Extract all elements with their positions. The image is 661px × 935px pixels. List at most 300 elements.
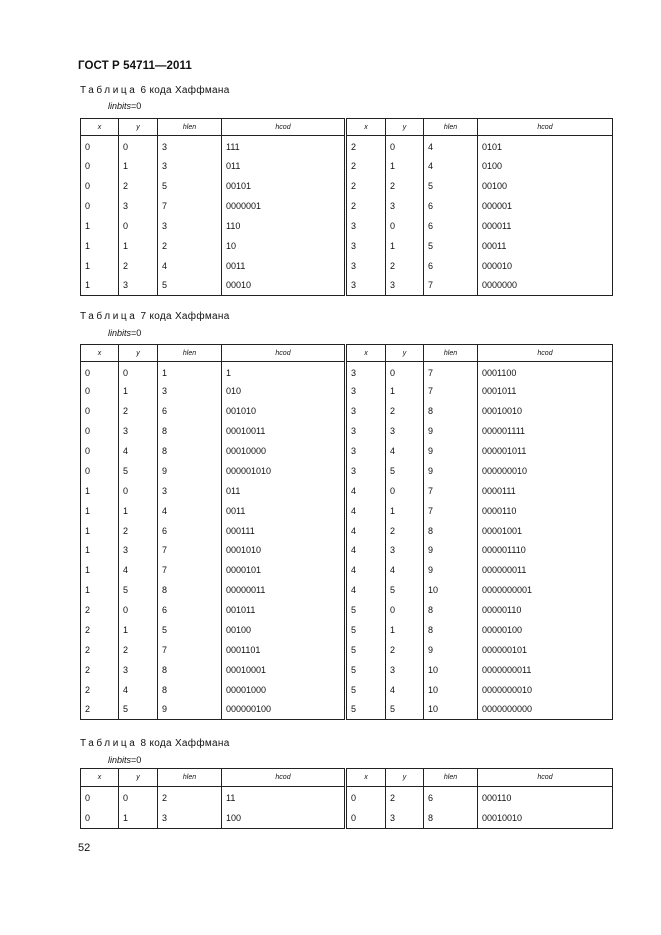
cell-hcod: 100	[222, 808, 345, 829]
cell-hcod: 00001000	[222, 680, 345, 700]
cell-x: 0	[81, 196, 119, 216]
cell-y: 4	[386, 441, 424, 461]
table-row	[81, 787, 345, 808]
linbits-value: =0	[131, 755, 142, 765]
document-title: ГОСТ Р 54711—2011	[78, 60, 192, 72]
cell-hcod: 0000000000	[478, 700, 613, 720]
table-row	[81, 156, 345, 176]
cell-x: 1	[81, 521, 119, 541]
caption-text: 6 кода Хаффмана	[140, 85, 230, 96]
column-header-hcod: hcod	[478, 119, 613, 136]
cell-y: 2	[386, 787, 424, 808]
table-6-right	[346, 118, 613, 296]
cell-x: 2	[81, 640, 119, 660]
cell-y: 2	[386, 640, 424, 660]
cell-hcod: 110	[222, 216, 345, 236]
cell-hlen: 7	[424, 276, 478, 296]
cell-y: 2	[386, 176, 424, 196]
table-row	[81, 521, 345, 541]
table-row	[347, 521, 613, 541]
table-row	[347, 362, 613, 382]
cell-y: 4	[119, 441, 158, 461]
cell-x: 0	[81, 461, 119, 481]
cell-hcod: 00101	[222, 176, 345, 196]
cell-hlen: 3	[158, 136, 222, 156]
cell-hlen: 8	[424, 521, 478, 541]
column-header-hcod: hcod	[478, 345, 613, 362]
cell-y: 0	[119, 481, 158, 501]
cell-hlen: 10	[424, 680, 478, 700]
cell-hlen: 10	[424, 700, 478, 720]
cell-x: 3	[347, 461, 386, 481]
cell-hcod: 000001011	[478, 441, 613, 461]
cell-x: 2	[347, 136, 386, 156]
cell-x: 0	[81, 362, 119, 382]
table-row	[81, 541, 345, 561]
header-row	[347, 119, 613, 136]
table-row	[347, 560, 613, 580]
table-row	[347, 700, 613, 720]
cell-y: 5	[119, 700, 158, 720]
cell-x: 5	[347, 680, 386, 700]
cell-hlen: 9	[424, 640, 478, 660]
table-row	[347, 680, 613, 700]
cell-hcod: 00011	[478, 236, 613, 256]
cell-y: 5	[386, 700, 424, 720]
cell-x: 3	[347, 216, 386, 236]
cell-hlen: 8	[424, 808, 478, 829]
cell-y: 0	[119, 136, 158, 156]
header-row	[347, 769, 613, 787]
cell-hlen: 9	[424, 541, 478, 561]
cell-x: 2	[347, 176, 386, 196]
cell-hlen: 8	[158, 580, 222, 600]
table-row	[347, 421, 613, 441]
cell-x: 0	[81, 176, 119, 196]
cell-y: 1	[386, 620, 424, 640]
cell-x: 3	[347, 421, 386, 441]
cell-y: 3	[119, 196, 158, 216]
cell-x: 5	[347, 640, 386, 660]
table-row	[81, 481, 345, 501]
header-row	[347, 345, 613, 362]
cell-hcod: 0000000010	[478, 680, 613, 700]
cell-hlen: 9	[424, 441, 478, 461]
table-row	[81, 401, 345, 421]
header-row	[81, 769, 345, 787]
column-header-y: y	[119, 345, 158, 362]
cell-y: 5	[386, 580, 424, 600]
table-row	[81, 660, 345, 680]
cell-hcod: 010	[222, 381, 345, 401]
cell-y: 2	[386, 401, 424, 421]
column-header-hcod: hcod	[222, 769, 345, 787]
table-row	[81, 560, 345, 580]
cell-hcod: 00000011	[222, 580, 345, 600]
cell-x: 4	[347, 541, 386, 561]
cell-y: 0	[119, 787, 158, 808]
cell-hcod: 00001001	[478, 521, 613, 541]
linbits-label: linbits	[108, 755, 132, 765]
cell-x: 0	[347, 808, 386, 829]
caption-text: 8 кода Хаффмана	[140, 738, 230, 749]
table-row	[347, 481, 613, 501]
column-header-hlen: hlen	[158, 119, 222, 136]
cell-hcod: 000001	[478, 196, 613, 216]
cell-x: 1	[81, 256, 119, 276]
cell-hcod: 001011	[222, 600, 345, 620]
cell-hlen: 1	[158, 362, 222, 382]
table-row	[347, 461, 613, 481]
cell-hcod: 000001111	[478, 421, 613, 441]
cell-y: 2	[119, 176, 158, 196]
cell-hlen: 7	[158, 560, 222, 580]
cell-hlen: 8	[158, 660, 222, 680]
caption-text: 7 кода Хаффмана	[140, 311, 230, 322]
column-header-x: x	[347, 345, 386, 362]
cell-hcod: 111	[222, 136, 345, 156]
cell-x: 0	[347, 787, 386, 808]
table-row	[347, 640, 613, 660]
cell-y: 5	[119, 461, 158, 481]
table-row	[347, 620, 613, 640]
cell-hlen: 3	[158, 156, 222, 176]
table-8-left	[80, 768, 345, 829]
cell-x: 0	[81, 156, 119, 176]
cell-x: 1	[81, 481, 119, 501]
cell-hlen: 5	[158, 176, 222, 196]
cell-hcod: 000111	[222, 521, 345, 541]
table-row	[347, 256, 613, 276]
table-row	[81, 600, 345, 620]
cell-hlen: 10	[424, 660, 478, 680]
cell-hcod: 0000000011	[478, 660, 613, 680]
table-row	[347, 787, 613, 808]
cell-hlen: 6	[424, 216, 478, 236]
cell-hcod: 00000100	[478, 620, 613, 640]
cell-hlen: 5	[158, 620, 222, 640]
cell-y: 3	[119, 276, 158, 296]
cell-hcod: 0011	[222, 256, 345, 276]
cell-x: 2	[81, 660, 119, 680]
cell-hlen: 5	[424, 236, 478, 256]
cell-x: 0	[81, 421, 119, 441]
linbits-label: linbits	[108, 101, 132, 111]
cell-y: 0	[386, 136, 424, 156]
cell-hlen: 9	[424, 560, 478, 580]
cell-hcod: 0000111	[478, 481, 613, 501]
cell-hcod: 000000010	[478, 461, 613, 481]
cell-x: 2	[81, 620, 119, 640]
cell-hcod: 0011	[222, 501, 345, 521]
cell-hlen: 7	[424, 362, 478, 382]
cell-y: 0	[119, 362, 158, 382]
cell-hcod: 000001010	[222, 461, 345, 481]
caption-prefix: Таблица	[80, 85, 138, 96]
cell-y: 5	[119, 580, 158, 600]
cell-hlen: 6	[424, 196, 478, 216]
cell-hcod: 0100	[478, 156, 613, 176]
cell-hlen: 5	[158, 276, 222, 296]
cell-hcod: 10	[222, 236, 345, 256]
cell-y: 0	[386, 362, 424, 382]
header-row	[81, 119, 345, 136]
table-row	[81, 700, 345, 720]
table-6-left	[80, 118, 345, 296]
cell-y: 3	[386, 808, 424, 829]
column-header-hlen: hlen	[424, 345, 478, 362]
cell-hlen: 9	[158, 700, 222, 720]
cell-y: 3	[386, 276, 424, 296]
cell-y: 1	[386, 501, 424, 521]
cell-y: 0	[119, 216, 158, 236]
table-row	[347, 136, 613, 156]
table-row	[81, 236, 345, 256]
cell-hcod: 00010011	[222, 421, 345, 441]
cell-hcod: 000110	[478, 787, 613, 808]
table-7-linbits	[108, 328, 141, 338]
cell-hcod: 001010	[222, 401, 345, 421]
cell-hcod: 000001110	[478, 541, 613, 561]
cell-hlen: 3	[158, 808, 222, 829]
cell-hlen: 8	[158, 680, 222, 700]
table-row	[347, 580, 613, 600]
cell-hlen: 8	[158, 421, 222, 441]
cell-hcod: 1	[222, 362, 345, 382]
column-header-x: x	[81, 769, 119, 787]
table-row	[81, 216, 345, 236]
cell-y: 1	[119, 236, 158, 256]
cell-x: 0	[81, 381, 119, 401]
cell-hcod: 011	[222, 481, 345, 501]
cell-y: 3	[119, 421, 158, 441]
column-header-hlen: hlen	[424, 119, 478, 136]
cell-x: 0	[81, 441, 119, 461]
table-7-right	[346, 344, 613, 720]
table-row	[81, 680, 345, 700]
linbits-value: =0	[131, 101, 142, 111]
cell-hcod: 00100	[478, 176, 613, 196]
cell-y: 4	[386, 560, 424, 580]
table-row	[347, 541, 613, 561]
cell-hcod: 00010010	[478, 401, 613, 421]
cell-hcod: 00010000	[222, 441, 345, 461]
header-row	[81, 345, 345, 362]
cell-hlen: 4	[158, 256, 222, 276]
cell-y: 3	[386, 421, 424, 441]
cell-hlen: 9	[158, 461, 222, 481]
cell-hlen: 5	[424, 176, 478, 196]
table-row	[347, 381, 613, 401]
cell-x: 1	[81, 236, 119, 256]
table-row	[81, 808, 345, 829]
cell-x: 2	[81, 700, 119, 720]
cell-y: 2	[119, 401, 158, 421]
cell-hlen: 4	[424, 156, 478, 176]
cell-hlen: 10	[424, 580, 478, 600]
cell-y: 1	[119, 156, 158, 176]
page-number: 52	[78, 842, 91, 854]
cell-hcod: 00100	[222, 620, 345, 640]
table-row	[347, 216, 613, 236]
cell-x: 2	[347, 156, 386, 176]
cell-hlen: 7	[424, 501, 478, 521]
cell-hlen: 3	[158, 216, 222, 236]
table-row	[81, 441, 345, 461]
cell-hlen: 6	[424, 787, 478, 808]
cell-y: 2	[386, 256, 424, 276]
column-header-y: y	[386, 345, 424, 362]
cell-x: 3	[347, 401, 386, 421]
cell-x: 3	[347, 276, 386, 296]
table-7-caption	[80, 311, 230, 322]
cell-y: 2	[119, 640, 158, 660]
cell-y: 3	[386, 660, 424, 680]
cell-hlen: 4	[424, 136, 478, 156]
column-header-x: x	[347, 769, 386, 787]
cell-x: 1	[81, 216, 119, 236]
table-row	[347, 156, 613, 176]
cell-x: 5	[347, 600, 386, 620]
cell-hcod: 000010	[478, 256, 613, 276]
cell-hcod: 0001101	[222, 640, 345, 660]
cell-x: 3	[347, 362, 386, 382]
cell-y: 1	[386, 236, 424, 256]
cell-y: 0	[386, 481, 424, 501]
cell-y: 1	[386, 381, 424, 401]
cell-hlen: 7	[158, 196, 222, 216]
cell-x: 0	[81, 136, 119, 156]
cell-x: 5	[347, 660, 386, 680]
cell-hcod: 011	[222, 156, 345, 176]
cell-y: 0	[386, 216, 424, 236]
column-header-hlen: hlen	[424, 769, 478, 787]
cell-hlen: 2	[158, 236, 222, 256]
column-header-x: x	[347, 119, 386, 136]
cell-hcod: 0001100	[478, 362, 613, 382]
cell-hlen: 8	[424, 600, 478, 620]
column-header-x: x	[81, 345, 119, 362]
cell-hcod: 000000101	[478, 640, 613, 660]
table-row	[347, 176, 613, 196]
cell-hlen: 3	[158, 481, 222, 501]
cell-x: 1	[81, 276, 119, 296]
cell-x: 4	[347, 481, 386, 501]
table-row	[81, 381, 345, 401]
cell-x: 4	[347, 560, 386, 580]
cell-x: 4	[347, 580, 386, 600]
cell-hlen: 6	[424, 256, 478, 276]
cell-hlen: 7	[424, 481, 478, 501]
cell-hcod: 00000110	[478, 600, 613, 620]
table-row	[81, 256, 345, 276]
cell-y: 3	[386, 196, 424, 216]
cell-hcod: 0000001	[222, 196, 345, 216]
table-row	[347, 401, 613, 421]
cell-y: 4	[119, 560, 158, 580]
table-row	[81, 580, 345, 600]
cell-hlen: 6	[158, 521, 222, 541]
table-row	[81, 501, 345, 521]
cell-hcod: 0101	[478, 136, 613, 156]
cell-x: 3	[347, 441, 386, 461]
table-row	[81, 362, 345, 382]
cell-x: 4	[347, 501, 386, 521]
cell-y: 4	[119, 680, 158, 700]
cell-hlen: 8	[424, 401, 478, 421]
cell-y: 3	[119, 541, 158, 561]
cell-hcod: 11	[222, 787, 345, 808]
cell-hlen: 4	[158, 501, 222, 521]
cell-hlen: 7	[158, 640, 222, 660]
table-row	[81, 461, 345, 481]
column-header-hcod: hcod	[222, 345, 345, 362]
table-row	[81, 196, 345, 216]
table-row	[81, 276, 345, 296]
cell-hlen: 8	[158, 441, 222, 461]
cell-hcod: 000011	[478, 216, 613, 236]
cell-hcod: 00010001	[222, 660, 345, 680]
cell-y: 2	[119, 256, 158, 276]
cell-hcod: 0000000	[478, 276, 613, 296]
linbits-value: =0	[131, 328, 142, 338]
caption-prefix: Таблица	[80, 311, 138, 322]
table-row	[347, 196, 613, 216]
column-header-hlen: hlen	[158, 769, 222, 787]
linbits-label: linbits	[108, 328, 132, 338]
cell-hlen: 3	[158, 381, 222, 401]
cell-x: 1	[81, 560, 119, 580]
cell-x: 3	[347, 256, 386, 276]
table-7-left	[80, 344, 345, 720]
table-6-caption	[80, 85, 230, 96]
table-row	[347, 808, 613, 829]
table-row	[347, 276, 613, 296]
cell-y: 0	[386, 600, 424, 620]
caption-prefix: Таблица	[80, 738, 138, 749]
cell-x: 5	[347, 700, 386, 720]
cell-y: 5	[386, 461, 424, 481]
column-header-y: y	[119, 119, 158, 136]
cell-x: 0	[81, 401, 119, 421]
cell-y: 2	[119, 521, 158, 541]
cell-y: 4	[386, 680, 424, 700]
table-row	[81, 620, 345, 640]
cell-x: 2	[81, 600, 119, 620]
cell-x: 4	[347, 521, 386, 541]
cell-x: 5	[347, 620, 386, 640]
cell-hlen: 8	[424, 620, 478, 640]
table-8-linbits	[108, 755, 141, 765]
cell-hcod: 0001011	[478, 381, 613, 401]
table-row	[81, 176, 345, 196]
table-row	[81, 421, 345, 441]
cell-y: 1	[386, 156, 424, 176]
cell-x: 0	[81, 787, 119, 808]
cell-x: 0	[81, 808, 119, 829]
table-6-linbits	[108, 101, 141, 111]
table-row	[81, 136, 345, 156]
cell-y: 2	[386, 521, 424, 541]
column-header-hcod: hcod	[478, 769, 613, 787]
table-row	[347, 660, 613, 680]
column-header-y: y	[386, 769, 424, 787]
cell-hcod: 000000100	[222, 700, 345, 720]
cell-hlen: 9	[424, 421, 478, 441]
table-8-caption	[80, 738, 230, 749]
table-8-right	[346, 768, 613, 829]
cell-x: 1	[81, 580, 119, 600]
